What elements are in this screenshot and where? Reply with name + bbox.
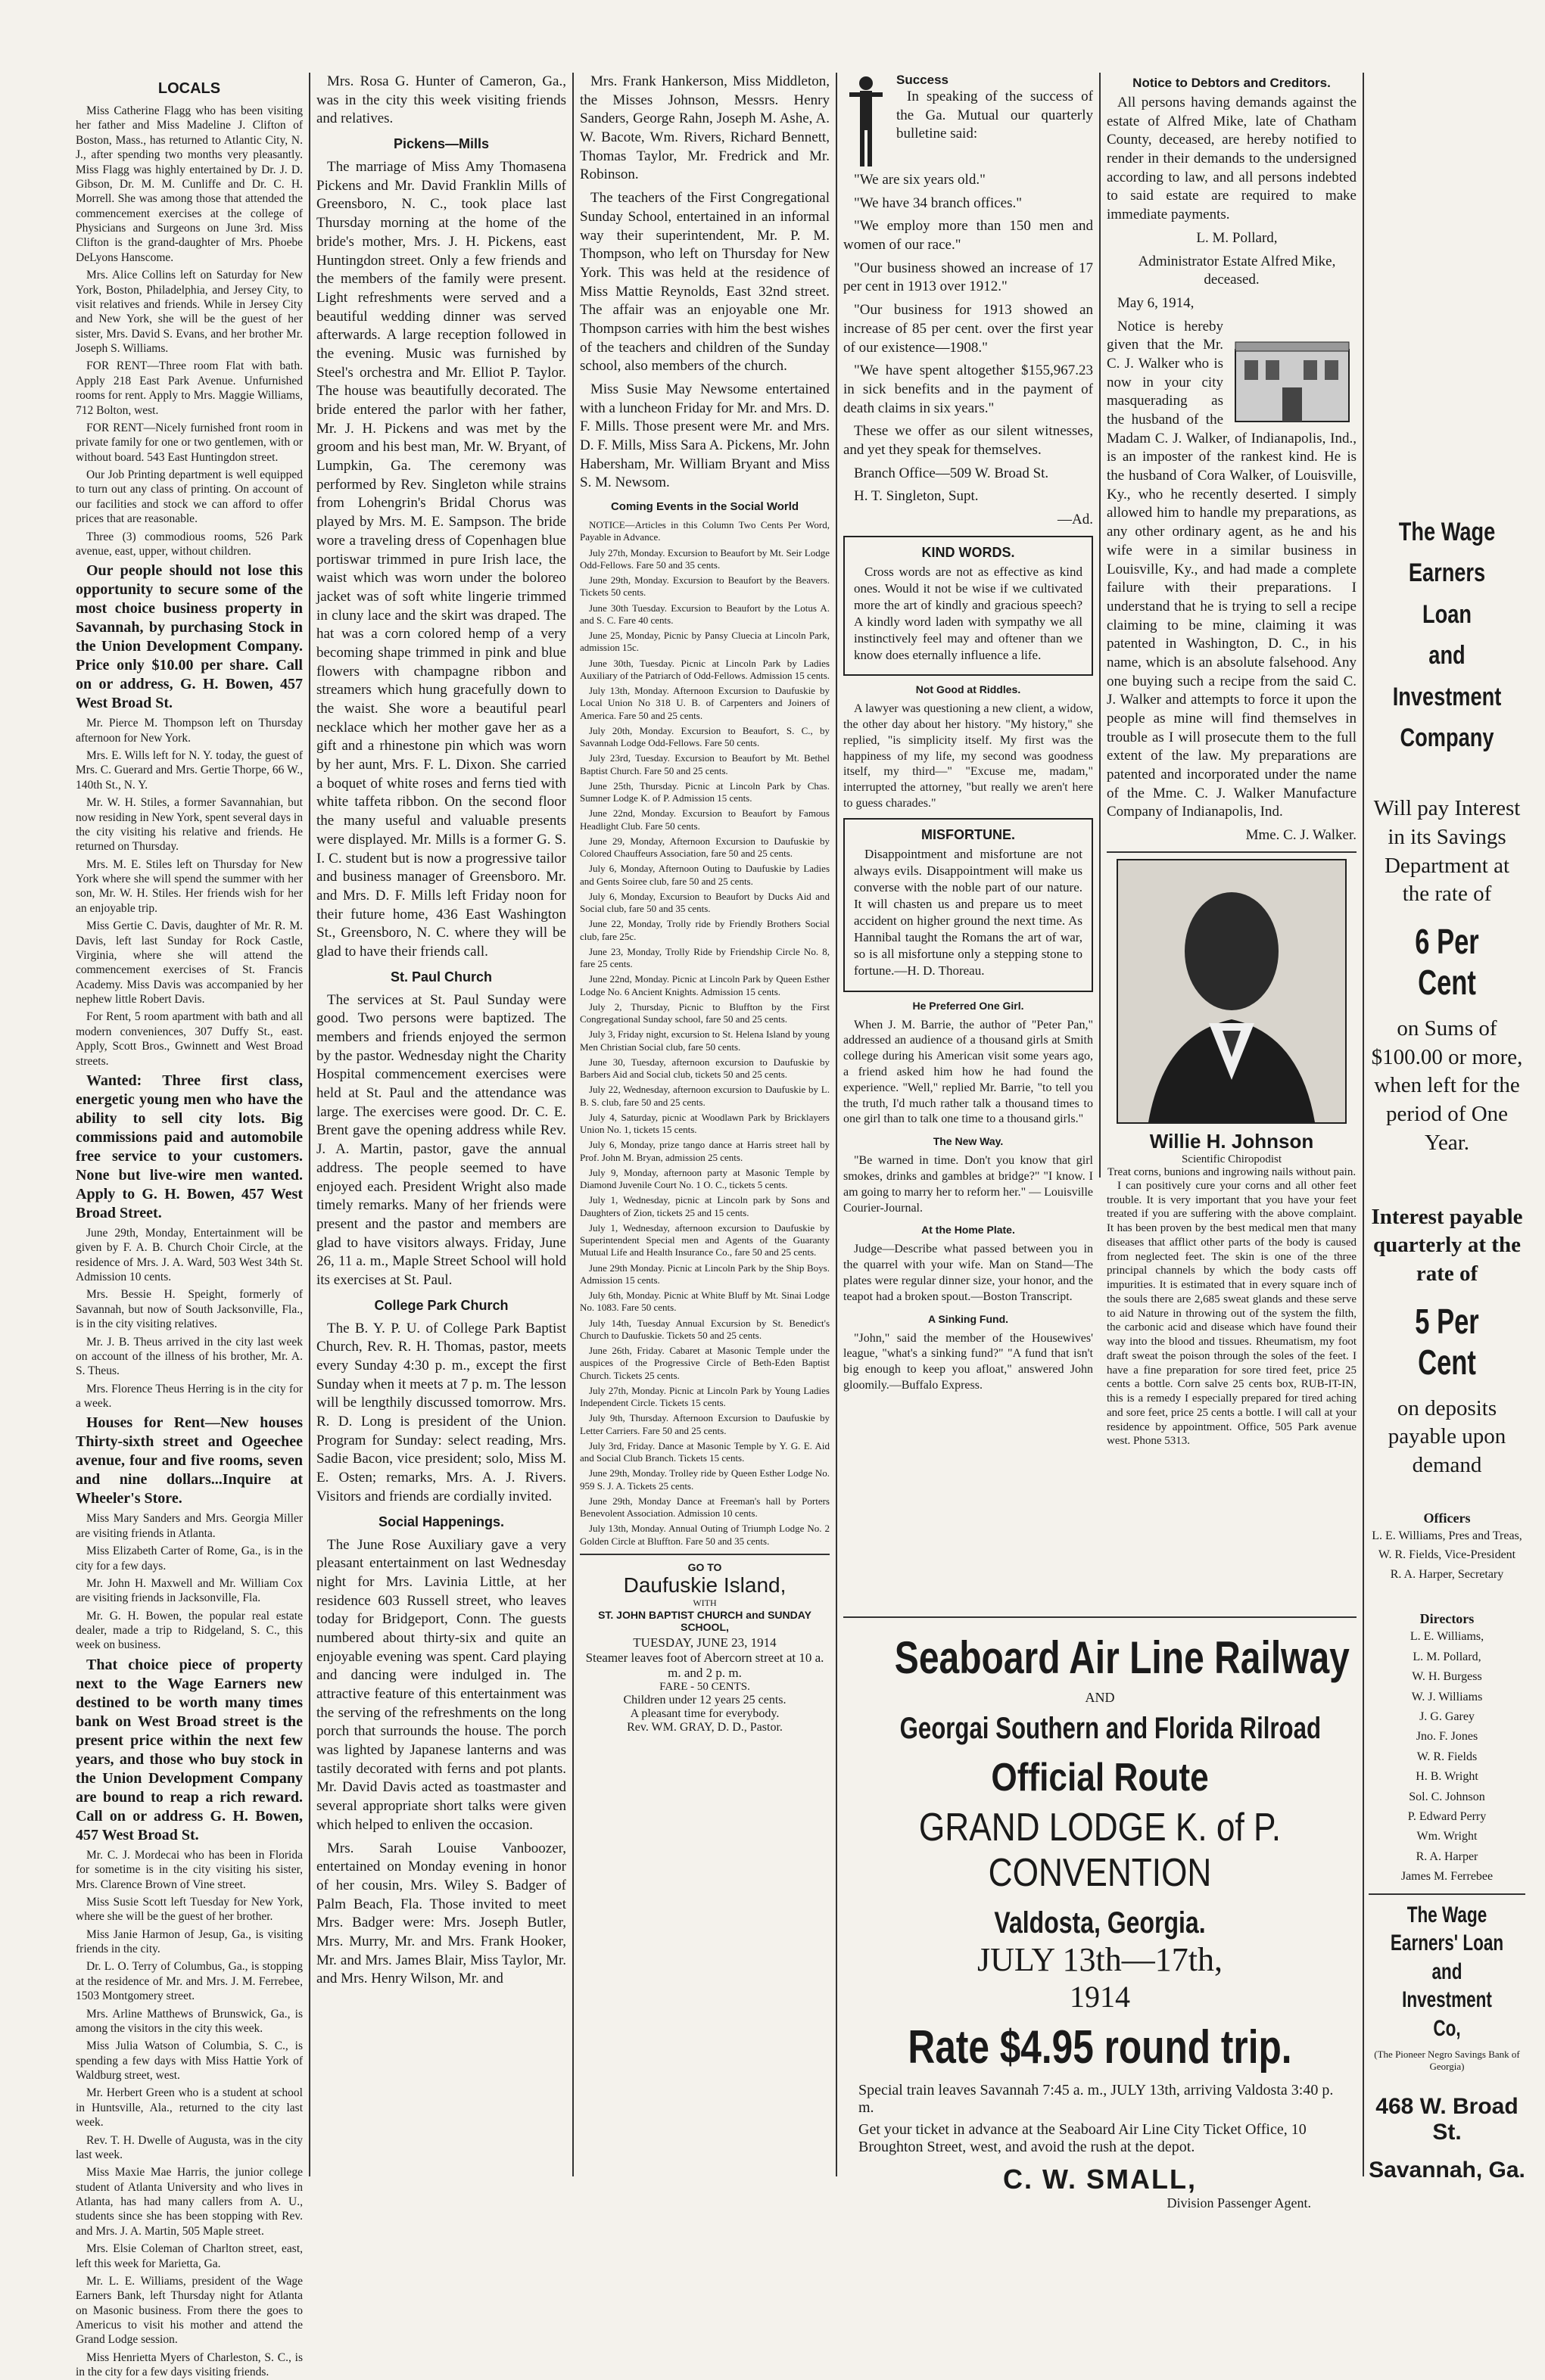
johnson-body: I can positively cure your corns and all other feet trouble. It is very important that you have your feet treated if you are suffering with the above complaint. It has been proven by the best medical men that many diseases that afflict other parts of the body is caused from neglected feet. The skin is one of the three principal channels by which the body casts off impurities. It is estimated that in every square inch of the souls there are 2,685 sweat glands and these serve to aid Nature in throwing out of the system the filth, the carbonic acid and disease which have found their way into the blood and tissues. Rheumatism, my foot draft sweat the poison through the soles of the feet. I have a fine preparation for sore tired feet, price 25 cents a bottle. Corn salve 25 cents box, RUB-IT-IN, this is a remedy I especially prepared for tired aching and sore feet, price 25 cents a bottle. I will call at your residence by appointment. Office, 505 Park avenue west. Phone 5313.: [1107, 1179, 1357, 1448]
with-label: WITH: [693, 1597, 717, 1608]
list-item: W. J. Williams: [1411, 1690, 1483, 1703]
list-item: July 20th, Monday. Excursion to Beaufort, S. C., by Savannah Lodge Odd-Fellows. Fare 50 cents.: [580, 724, 830, 749]
wanted-ad: Wanted: Three first class, energetic young men who have the ability to sell city lots. Big commissions paid and automobile free service to your customers. None but live-wire men wanted. Apply to G. H. Bowen, 457 West Broad Street.: [76, 1072, 303, 1221]
list-item: Our Job Printing department is well equipped to turn out any class of printing. On account of our facilities and stock we can afford to offer prices that are reasonable.: [76, 468, 303, 526]
portrait-illustration: [1118, 860, 1345, 1122]
plate-heading: At the Home Plate.: [921, 1224, 1015, 1237]
list-item: The June Rose Auxiliary gave a very pleasant entertainment on last Wednesday night for Mrs. Lavinia Little, at her residence 603 Russell street, who leaves today for Bridgeport, Conn. The guests numbered about thirty-six and quite an enjoyable evening was spent. Card playing and dancing were indulged in. The attractive feature of this entertainment was the serving of the refreshments on the long porch that surrounds the house. The porch was lighted by Japanese lanterns and was tastily decorated with ferns and pot plants. Mr. David Davis acted as toastmaster and several appropriate short talks were given which helped to enliven the occasion.: [316, 1536, 566, 1833]
locals-heading: LOCALS: [157, 80, 221, 97]
bank-column: [1369, 73, 1525, 2183]
list-item: June 23, Monday, Trolly Ride by Friendship Circle No. 8, fare 25 cents.: [580, 945, 830, 970]
five-per-cent: 5 Per Cent: [1415, 1301, 1479, 1382]
events-list: [580, 519, 830, 1548]
list-item: FOR RENT—Nicely furnished front room in private family for one or two gentlemen, with or without board. 543 East Huntingdon street.: [76, 421, 304, 464]
newsome-para: Miss Susie May Newsome entertained with a luncheon Friday for Mr. and Mrs. D. F. Mills. Those present were Mr. and Mrs. D. F. Mills, Miss Sara A. Pickens, Mr. John Habersham, Mr. William Bryant and Miss S. M. Newsom.: [580, 381, 830, 491]
list-item: July 27th, Monday. Picnic at Lincoln Park by Young Ladies Independent Circle. Tickets 15 cents.: [580, 1384, 830, 1409]
list-item: The B. Y. P. U. of College Park Baptist Church, Rev. R. H. Thomas, pastor, meets every Sunday 4:30 p. m., except the first Sunday when it meets at 7 p. m. The lesson will be lengthily discussed tomorrow. Mrs. R. D. Long is president of the Union. Program for Sunday: select reading, Mrs. Sadie Bacon, vice president; solo, Miss M. E. Osten; remarks, Mrs. A. J. Rivers. Visitors and friends are cordially invited.: [316, 1320, 566, 1504]
list-item: J. G. Garey: [1419, 1710, 1475, 1723]
ad-mark: —Ad.: [1058, 512, 1093, 527]
success-quotes: [843, 171, 1093, 460]
society-column: [316, 73, 566, 2176]
railway-ticket: Get your ticket in advance at the Seaboard Air Line City Ticket Office, 10 Broughton Street, west, and avoid the rush at the depot.: [858, 2121, 1307, 2155]
list-item: Wm. Wright: [1416, 1830, 1478, 1843]
list-item: Sol. C. Johnson: [1409, 1790, 1485, 1803]
list-item: "We employ more than 150 men and women of our race.": [843, 218, 1093, 254]
list-item: June 29th, Monday, Entertainment will be given by F. A. B. Church Choir Circle, at the residence of Mrs. J. A. Ward, 503 West 34th St. Admission 10 cents.: [76, 1226, 303, 1283]
fund-heading: A Sinking Fund.: [927, 1312, 1009, 1325]
bank-title-3: Loan: [1422, 599, 1472, 629]
locals-paras: [76, 104, 303, 558]
list-item: The marriage of Miss Amy Thomasena Pickens and Mr. David Franklin Mills of Greensboro, N. C., took place last Thursday morning at the home of the bride's mother, Mrs. J. H. Pickens, east Huntingdon street. Only a few friends and the members of the family were present. Light refreshments were served and a beautiful wedding dinner was served afterwards. A large reception followed in the evening. Music was furnished by Steel's orchestra and Mr. Elliot P. Taylor. The house was beautifully decorated. The bride entered the parlor with her father, Mr. J. H. Pickens and was met by the groom and his best man, Mr. W. Bryant, of Lumpkin, Ga. The ceremony was performed by Rev. Singleton while strains from Lohengrin's Bridal Chorus was played by Mrs. M. E. Sampson. The bride wore a traveling dress of Copenhagen blue portiswar trimmed in pure Irish lace, the waist which was worn under the boloreo jacket was of soft white lingerie trimmed in cluny lace and the skirt was draped. The hat was a corn colored hemp of a very becoming shape trimmed in pink and blue flowers with champagne ribbon and streamers which hung gracefully down to the waist. She wore a beautiful pearl necklace which her mother gave her as a gift and a rhinestone pin which was worn by her aunt, Mrs. F. L. Dixon. She carried a boquet of white roses and ferns tied with white taffeta ribbon. On the second floor the many useful and valuable presents were displayed. Mr. Mills is a former G. S. I. C. student but is now a progressive tailor and business manager of Greensboro. Mr. and Mrs. D. F. Mills left Friday noon for their future home, 436 East Washington St., Greensboro, N. C. where they will be glad to have their friends call.: [316, 159, 566, 960]
anecdotes-column: [843, 73, 1094, 1392]
list-item: June 30, Tuesday, afternoon excursion to Daufuskie by Barbers Aid and Social club, tickets 50 and 25 cents.: [580, 1056, 830, 1081]
list-item: June 25th, Thursday. Picnic at Lincoln Park by Chas. Sumner Lodge K. of P. Admission 15 cents.: [580, 779, 830, 804]
list-item: W. R. Fields, Vice-President: [1378, 1548, 1516, 1562]
list-item: Miss Catherine Flagg who has been visiting her father and Miss Madeline J. Clifton of Boston, Mass., has returned to Atlantic City, N. J., after spending two months very pleasantly. Miss Flagg was highly entertained by Dr. J. D. Gibson, Dr. M. M. Cunliffe and Dr. C. H. Morrell. She was among those that attended the commencement exercises at the college of Physicians and Surgeons on June 3rd. Miss Clifton is the grand-daughter of Mrs. Phoebe DeLyons Hanscome.: [76, 104, 303, 264]
bank-footer-sub: (The Pioneer Negro Savings Bank of Georgia): [1374, 2049, 1520, 2073]
list-item: July 27th, Monday. Excursion to Beaufort by Mt. Seir Lodge Odd-Fellows. Fare 50 and 35 cents.: [580, 546, 830, 571]
bank-title: [1385, 512, 1510, 758]
railway-dates: JULY 13th—17th,: [977, 1941, 1223, 1978]
railway-agent: C. W. SMALL,: [1003, 2164, 1197, 2195]
list-item: Mr. C. J. Mordecai who has been in Florida for sometime is in the city visiting his sister, Mrs. Clarence Brown of Vine street.: [76, 1848, 303, 1891]
divider: [1107, 851, 1357, 853]
list-item: Mr. J. B. Theus arrived in the city last week on account of the illness of his brother, Mr. A. S. Theus.: [76, 1335, 303, 1378]
bank-title-5: Investment: [1392, 682, 1502, 711]
list-item: July 22, Wednesday, afternoon excursion to Daufuskie by L. B. S. club, fare 50 and 25 cents.: [580, 1084, 830, 1108]
list-item: Mrs. Florence Theus Herring is in the city for a week.: [76, 1382, 303, 1410]
goto-label: GO TO: [687, 1560, 722, 1573]
pastor-line: Rev. WM. GRAY, D. D., Pastor.: [627, 1720, 783, 1734]
superintendent: H. T. Singleton, Supt.: [854, 488, 979, 505]
events-heading: Coming Events in the Social World: [610, 500, 799, 514]
list-item: Miss Henrietta Myers of Charleston, S. C., is in the city for a few days visiting friends.: [76, 2350, 303, 2379]
list-item: "We have spent altogether $155,967.23 in sick benefits and in the payment of death claims in six years.": [843, 362, 1093, 416]
list-item: H. B. Wright: [1416, 1770, 1478, 1784]
list-item: "We have 34 branch offices.": [854, 194, 1023, 211]
success-lead: In speaking of the success of the Ga. Mutual our quarterly bulletine said:: [896, 89, 1093, 142]
list-item: "Our business for 1913 showed an increase of 85 per cent. over the first year of our existence—1908.": [843, 302, 1093, 356]
fund-body: "John," said the member of the Housewives' league, "what's a sinking fund?" "A fund that isn't big enough to keep you afloat," answered John gloomily.—Buffalo Express.: [843, 1331, 1093, 1392]
list-item: July 13th, Monday. Annual Outing of Triumph Lodge No. 2 Golden Circle at Bluffton. Fare 50 and 35 cents.: [580, 1523, 830, 1547]
johnson-name: Willie H. Johnson: [1149, 1129, 1314, 1153]
list-item: FOR RENT—Three room Flat with bath. Apply 218 East Park Avenue. Unfurnished rooms for rent. Apply to Mrs. Maggie Williams, 712 Bolton, west.: [76, 359, 303, 417]
preferred-heading: He Preferred One Girl.: [912, 999, 1024, 1012]
list-item: July 9, Monday, afternoon party at Masonic Temple by Diamond Juvenile Court No. 1 O. C., tickets 5 cents.: [580, 1166, 830, 1191]
stock-ad: Our people should not lose this opportunity to secure some of the most choice business property in Savannah, by purchasing Stock in the Union Development Company. Price only $10.00 per share. Call on or address, G. H. Bowen, 457 West Broad St.: [76, 562, 303, 712]
newspaper-page: [76, 73, 1525, 2379]
administrator-line: Administrator Estate Alfred Mike, deceased.: [1138, 253, 1336, 288]
railway-special: Special train leaves Savannah 7:45 a. m., JULY 13th, arriving Valdosta 3:40 p. m.: [858, 2082, 1334, 2116]
list-item: July 23rd, Tuesday. Excursion to Beaufort by Mt. Bethel Baptist Church. Fare 50 and 25 cents.: [580, 752, 830, 776]
figure-illustration: [843, 73, 889, 171]
quarterly-line: Interest payable quarterly at the rate of: [1371, 1204, 1523, 1286]
directors-heading: Directors: [1419, 1611, 1475, 1627]
list-item: Mr. G. H. Bowen, the popular real estate dealer, made a trip to Ridgeland, S. C., this week on business.: [76, 1609, 303, 1652]
list-item: Mr. W. H. Stiles, a former Savannahian, but now residing in New York, spent several days in the city visiting his relative and friends. He returned on Thursday.: [76, 796, 303, 854]
list-item: R. A. Harper, Secretary: [1390, 1567, 1504, 1581]
list-item: The services at St. Paul Sunday were good. Two persons were baptized. The members and friends enjoyed the sermon by the pastor. Wednesday night the Charity Hospital commencement exercises were held at St. Paul and the attendance was large. The exercises were good. Dr. C. E. Brent gave the opening address while Rev. J. A. Martin, pastor, gave the annual address. The people seemed to have enjoyed each. President Wright also made timely remarks. Many of her friends were present and the pastor and members are glad to have visitors always. Friday, June 26, 11 a. m., Maple Street School will hold its exercises at St. Paul.: [316, 991, 566, 1288]
johnson-portrait: [1117, 859, 1347, 1124]
list-item: NOTICE—Articles in this Column Two Cents Per Word, Payable in Advance.: [580, 519, 830, 543]
list-item: Miss Janie Harmon of Jesup, Ga., is visiting friends in the city.: [76, 1927, 303, 1955]
list-item: Miss Susie Scott left Tuesday for New York, where she will be the guest of her brother.: [76, 1895, 303, 1924]
list-item: Miss Julia Watson of Columbia, S. C., is spending a few days with Miss Hattie York of Waldburg street, west.: [76, 2039, 303, 2082]
list-item: Notice is hereby given that the Mr. C. J. Walker who is now in your city masquerading as the husband of the Madam C. J. Walker, of Indianapolis, Ind., is an imposter of the rankest kind. He is the husband of Cora Walker, of Louisville, Ky., who he recently deserted. I simply allowed him to handle my preparations, as any other ordinary agent, as he and his wife were in a similar business in Louisville, Ky., and had made a complete failure with their preparations. I understand that he is trying to sell a recipe claiming to be mine, claiming it was patented in Washington, D. C., in his name, which is an absolute falsehood. Any one buying such a recipe from the said C. J. Walker and attempts to force it upon the people as mine will find themselves in trouble as I will prosecute them to the full extent of the law. My preparations are patented and incorporated under the name of the Mme. C. J. Walker Manufacture Company of Indianapolis, Ind.: [1107, 318, 1357, 820]
st-paul-heading: St. Paul Church: [390, 969, 492, 985]
list-item: Mr. John H. Maxwell and Mr. William Cox are visiting friends in Jacksonville, Fla.: [76, 1576, 303, 1605]
list-item: June 22nd, Monday. Excursion to Beaufort by Famous Headlight Club. Fare 50 cents.: [580, 807, 830, 832]
locals-paras-2: [76, 716, 303, 1069]
list-item: "Our business showed an increase of 17 per cent in 1913 over 1912.": [843, 260, 1093, 295]
list-item: July 3rd, Friday. Dance at Masonic Temple by Y. G. E. Aid and Social Club Branch. Tickets 15 cents.: [580, 1439, 830, 1464]
branch-office: Branch Office—509 W. Broad St.: [854, 465, 1049, 481]
list-item: July 6th, Monday. Picnic at White Bluff by Mt. Sinai Lodge No. 1083. Fare 50 cents.: [580, 1290, 830, 1314]
list-item: July 1, Wednesday, picnic at Lincoln park by Sons and Daughters of Zion, tickets 25 and 15 cents.: [580, 1194, 830, 1218]
list-item: Mrs. M. E. Stiles left on Thursday for New York where she will spend the summer with her son, Mr. W. H. Stiles. Her friends wish for her an enjoyable trip.: [76, 857, 303, 915]
pickens-mills-heading: Pickens—Mills: [393, 136, 490, 152]
list-item: P. Edward Perry: [1407, 1809, 1487, 1823]
railway-convention: CONVENTION: [988, 1851, 1212, 1895]
kind-words-body: Cross words are not as effective as kind ones. Would it not be wise if we cultivated more the art of kindly and gracious speech? A kindly word laden with sympathy we all instinctively feel may and oftener than we know does eternally influence a life.: [854, 564, 1082, 663]
st-paul-body: [316, 991, 566, 1290]
bank-city: Savannah, Ga.: [1369, 2158, 1525, 2183]
six-digit: 6: [1415, 922, 1430, 962]
list-item: June 29, Monday, Afternoon Excursion to Daufuskie by Colored Chauffeurs Association, fare 50 and 25 cents.: [580, 835, 830, 860]
church-name: ST. JOHN BAPTIST CHURCH and SUNDAY SCHOOL,: [598, 1608, 811, 1633]
daufuskie-title: Daufuskie Island,: [623, 1573, 787, 1597]
list-item: W. H. Burgess: [1412, 1670, 1482, 1684]
johnson-sub: Treat corns, bunions and ingrowing nails without pain.: [1107, 1165, 1357, 1178]
preferred-body: When J. M. Barrie, the author of "Peter Pan," addressed an audience of a thousand girls at Smith college during his American visit some years ago, a friend asked him how he had found the experience. "Well," replied Mr. Barrie, "to tell you the truth, I'd much rather talk a thousand times to one girl than to talk one time to a thousand girls.": [843, 1018, 1093, 1126]
railway-title: Seaboard Air Line Railway: [894, 1632, 1350, 1683]
savings-offer: Will pay Interest in its Savings Department at the rate of: [1373, 796, 1521, 907]
newway-body: "Be warned in time. Don't you know that girl smokes, drinks and gambles at bridge?" "I know. I am going to marry her to reform her." — Louisville Courier-Journal.: [843, 1154, 1094, 1215]
list-item: July 6, Monday, Excursion to Beaufort by Ducks Aid and Social club, fare 50 and 35 cents.: [580, 890, 830, 915]
list-item: Three (3) commodious rooms, 526 Park avenue, east, upper, without children.: [76, 530, 303, 558]
list-item: Mrs. Bessie H. Speight, formerly of Savannah, but now of South Jacksonville, Fla., is in the city visiting relatives.: [76, 1288, 303, 1331]
outing-date: TUESDAY, JUNE 23, 1914: [633, 1635, 777, 1650]
list-item: W. R. Fields: [1416, 1750, 1478, 1763]
officers-list: [1369, 1526, 1525, 1585]
children-line: Children under 12 years 25 cents.: [623, 1693, 787, 1706]
kind-words-box: [843, 536, 1093, 677]
locals-paras-5: [76, 1848, 303, 2380]
railway-valdosta: Valdosta, Georgia.: [994, 1906, 1206, 1940]
johnson-title: Scientific Chiropodist: [1181, 1153, 1282, 1165]
railway-agent-title: Division Passenger Agent.: [1167, 2195, 1311, 2210]
officers-heading: Officers: [1423, 1510, 1471, 1526]
list-item: For Rent, 5 room apartment with bath and all modern conveniences, 307 Duffy St., east. Apply, Scott Bros., Gwinnett and West Broad streets.: [76, 1010, 303, 1068]
list-item: June 29th, Monday Dance at Freeman's hall by Porters Benevolent Association. Admission 10 cents.: [580, 1495, 830, 1520]
six-label: Per Cent: [1418, 922, 1479, 1003]
teachers-para: The teachers of the First Congregational Sunday School, entertained in an informal way their superintendent, Mr. P. M. Thompson, who left on Thursday for New York. This was held at the residence of Miss Mattie Reynolds, East 32nd street. The affair was an enjoyable one Mr. Thompson carries with him the best wishes of the teachers and children of the Sunday school, also members of the church.: [580, 190, 830, 375]
bank-footer-title: The Wage Earners' Loan and Investment Co,: [1390, 1902, 1504, 2041]
bank-address: 468 W. Broad St.: [1375, 2094, 1519, 2145]
social-heading: Social Happenings.: [378, 1514, 505, 1529]
list-item: Mrs. E. Wills left for N. Y. today, the guest of Mrs. C. Guerard and Mrs. Gertie Thorpe, 66 W., 140th St., N. Y.: [76, 749, 303, 792]
fare-line: FARE - 50 CENTS.: [659, 1680, 750, 1693]
railway-ad: [843, 1616, 1357, 2210]
list-item: June 29th Monday. Picnic at Lincoln Park by the Ship Boys. Admission 15 cents.: [580, 1262, 830, 1286]
building-illustration: [1228, 319, 1357, 425]
list-item: Mrs. Arline Matthews of Brunswick, Ga., is among the visitors in the city this week.: [76, 2007, 303, 2035]
list-item: L. E. Williams,: [1410, 1630, 1484, 1644]
railway-georgia: Georgai Southern and Florida Rilroad: [899, 1712, 1322, 1745]
list-item: July 13th, Monday. Afternoon Excursion to Daufuskie by Local Union No 318 U. B. of Carpenters and Joiners of America. Fare 50 and 25 cents.: [580, 685, 830, 721]
locals-column: [76, 73, 304, 2379]
success-block: [843, 73, 1093, 171]
list-item: Miss Elizabeth Carter of Rome, Ga., is in the city for a few days.: [76, 1545, 303, 1573]
deposits-line: on deposits payable upon demand: [1388, 1395, 1506, 1477]
list-item: July 14th, Tuesday Annual Excursion by St. Benedict's Church to Daufuskie. Tickets 50 and 25 cents.: [580, 1317, 830, 1341]
list-item: June 29th, Monday. Trolley ride by Queen Esther Lodge No. 959 S. J. A. Tickets 25 cents.: [580, 1467, 830, 1492]
list-item: June 30th, Tuesday. Picnic at Lincoln Park by Ladies Auxiliary of the Patriarch of Odd-Fellows. Admission 15 cents.: [580, 657, 830, 681]
list-item: June 22, Monday, Trolly ride by Friendly Brothers Social club, fare 25c.: [580, 918, 830, 942]
property-ad: That choice piece of property next to the Wage Earners new destined to be worth many times bank on West Broad street is the present price within the next few years, and those who buy stock in the Union Development Company are bound to reap a rich reward. Call on or address G. H. Bowen, 457 West Broad St.: [76, 1656, 303, 1843]
list-item: Jno. F. Jones: [1416, 1730, 1478, 1744]
locals-paras-3: [76, 1226, 303, 1411]
list-item: R. A. Harper: [1416, 1850, 1478, 1863]
list-item: Mr. Pierce M. Thompson left on Thursday afternoon for New York.: [76, 717, 303, 745]
pickens-mills-body: [316, 158, 566, 962]
walker-signature: Mme. C. J. Walker.: [1245, 827, 1357, 844]
bank-title-4: and: [1428, 641, 1466, 670]
houses-ad: Houses for Rent—New houses Thirty-sixth street and Ogeechee avenue, four and five rooms, seven and nine dollars...Inquire at Wheeler's Store.: [76, 1414, 303, 1507]
notice-body: All persons having demands against the estate of Alfred Mike, late of Chatham County, deceased, are hereby notified to render in their demands to the undersigned according to law, and all persons indebted to said estate are required to make immediate payments.: [1107, 95, 1357, 223]
divider: [1369, 1893, 1525, 1895]
bank-title-2: Earners: [1408, 558, 1486, 588]
riddles-body: A lawyer was questioning a new client, a widow, the other day about her history. "My history," she replied, "is simplicity itself. My first was the happiness of my life, my second was goodness itself, my third—" "Excuse me, madam," interrupted the attorney, "but really we aren't here to guess charades.": [843, 702, 1093, 810]
list-item: July 2, Thursday, Picnic to Bluffton by the First Congregational Sunday school, fare 50 and 25 cents.: [580, 1000, 830, 1025]
list-item: "We are six years old.": [854, 172, 986, 188]
riddles-heading: Not Good at Riddles.: [915, 683, 1021, 696]
newway-heading: The New Way.: [933, 1135, 1004, 1148]
col3-lead: Mrs. Frank Hankerson, Miss Middleton, the Misses Johnson, Messrs. Henry Sanders, George Rahn, Joseph M. Ashe, A. W. Bacote, Wm. Rivers, Richard Bennett, Thomas Taylor, Mr. Fredrick and Mr. Robinson.: [580, 73, 830, 183]
list-item: June 26th, Friday. Cabaret at Masonic Temple under the auspices of the Progressive Circle of Beth-Eden Baptist Church. Tickets 25 cents.: [580, 1345, 830, 1381]
railway-year: 1914: [1070, 1980, 1130, 2014]
list-item: L. E. Williams, Pres and Treas,: [1372, 1529, 1522, 1542]
list-item: July 4, Saturday, picnic at Woodlawn Park by Bricklayers Union No. 1, tickets 15 cents.: [580, 1111, 830, 1136]
pleasant-line: A pleasant time for everybody.: [630, 1706, 780, 1720]
railway-grand: GRAND LODGE K. of P.: [918, 1806, 1282, 1850]
list-item: July 6, Monday, Afternoon Outing to Daufuskie by Ladies and Gents Soiree club, fare 50 and 25 cents.: [580, 863, 830, 887]
bank-title-1: The Wage: [1398, 518, 1496, 546]
list-item: Mr. L. E. Williams, president of the Wage Earners Bank, left Thursday night for Atlanta on Masonic business. From there the goes to Americus to visit his mother and attend the Grand Lodge session.: [76, 2274, 303, 2347]
list-item: Miss Maxie Mae Harris, the junior college student of Atlanta University and who lives in Atlanta, has had many callers from A. U., students since she has been stopping with Rev. and Mrs. J. A. Martin, 505 Maple street.: [76, 2166, 303, 2238]
social-body: [316, 1536, 566, 1990]
notices-column: [1107, 73, 1357, 1609]
sums-line: on Sums of $100.00 or more, when left for the period of One Year.: [1371, 1016, 1523, 1155]
list-item: July 3, Friday night, excursion to St. Helena Island by young Men Christian Social club, fare 50 cents.: [580, 1028, 830, 1053]
college-park-body: [316, 1320, 566, 1507]
bank-title-6: Company: [1400, 723, 1494, 752]
list-item: July 6, Monday, prize tango dance at Harris street hall by Prof. John M. Bryan, admission 25 cents.: [580, 1139, 830, 1163]
success-heading: Success: [896, 73, 948, 87]
list-item: Dr. L. O. Terry of Columbus, Ga., is stopping at the residence of Mr. and Mrs. J. M. Ferrebee, 1503 Montgomery street.: [76, 1960, 303, 2003]
list-item: June 25, Monday, Picnic by Pansy Cluecia at Lincoln Park, admission 15c.: [580, 630, 830, 654]
list-item: Miss Gertie C. Davis, daughter of Mr. R. M. Davis, left last Sunday for Rock Castle, Virginia, where she will attend the commencement exercises of St. Francis Academy. Miss Davis was accompanied by her nephew little Robert Davis.: [76, 919, 303, 1006]
plate-body: Judge—Describe what passed between you in the quarrel with your wife. Man on Stand—The plates were regular dinner size, your honor, and the teapot had a broken spout.—Boston Transcript.: [843, 1243, 1093, 1303]
misfortune-body: Disappointment and misfortune are not always evils. Disappointment will make us converse with the noble part of our nature. It will chasten us and prepare us to meet accident on higher ground the next time. As Hannibal taught the Romans the art of war, so is all misfortune only a stepping stone to fortune.—H. D. Thoreau.: [854, 846, 1082, 978]
notice-heading: Notice to Debtors and Creditors.: [1132, 76, 1331, 90]
society-lead: Mrs. Rosa G. Hunter of Cameron, Ga., was in the city this week visiting friends and relatives.: [316, 73, 566, 127]
college-park-heading: College Park Church: [374, 1297, 509, 1313]
events-column: [580, 73, 830, 2176]
list-item: June 29th, Monday. Excursion to Beaufort by the Beavers. Tickets 50 cents.: [580, 574, 830, 599]
list-item: Mrs. Sarah Louise Vanboozer, entertained on Monday evening in honor of her cousin, Mrs. Wiley S. Badger of Palm Beach, Fla. Those invited to meet Mrs. Badger were: Mrs. Joseph Butler, Mrs. Murry, Mr. and Mrs. Frank Hooker, Mr. and Mrs. James Blair, Miss Taylor, Mr. and Mrs. Henry Wilson, Mr. and: [316, 1840, 566, 1987]
list-item: Rev. T. H. Dwelle of Augusta, was in the city last week.: [76, 2133, 303, 2161]
list-item: June 22nd, Monday. Picnic at Lincoln Park by Queen Esther Lodge No. 6 Ancient Knights. Admission 15 cents.: [580, 973, 830, 997]
list-item: Miss Mary Sanders and Mrs. Georgia Miller are visiting friends in Atlanta.: [76, 1512, 303, 1540]
divider: [580, 1554, 830, 1555]
steamer-line: Steamer leaves foot of Abercorn street at 10 a. m. and 2 p. m.: [585, 1650, 824, 1680]
list-item: July 9th, Thursday. Afternoon Excursion to Daufuskie by Letter Carriers. Fare 50 and 25 cents.: [580, 1412, 830, 1436]
list-item: James M. Ferrebee: [1400, 1870, 1494, 1884]
locals-paras-4: [76, 1511, 303, 1652]
notice-date: May 6, 1914,: [1117, 294, 1195, 311]
list-item: Mrs. Alice Collins left on Saturday for New York, Boston, Philadelphia, and Jersey City, to visit relatives and friends. While in Jersey City and New York, she will be the guest of her sister, Mrs. David S. Evans, and her brother Mr. Joseph S. Williams.: [76, 269, 303, 355]
list-item: Mr. Herbert Green who is a student at school in Huntsville, Ala., returned to the city last week.: [76, 2086, 303, 2130]
six-per-cent: [1388, 921, 1506, 1003]
list-item: July 1, Wednesday, afternoon excursion to Daufuskie by Superintendent Special men and Agents of the Guaranty Mutual Life and Health Insurance Co., fare 50 and 25 cents.: [580, 1221, 830, 1258]
directors-list: [1369, 1627, 1525, 1887]
railway-and: AND: [1085, 1690, 1115, 1705]
railway-rate: Rate $4.95 round trip.: [908, 2021, 1292, 2074]
misfortune-box: [843, 818, 1093, 992]
list-item: Mrs. Elsie Coleman of Charlton street, east, left this week for Marietta, Ga.: [76, 2242, 303, 2270]
pollard-name: L. M. Pollard,: [1196, 229, 1278, 246]
misfortune-heading: MISFORTUNE.: [921, 826, 1015, 842]
list-item: June 30th Tuesday. Excursion to Beaufort by the Lotus A. and S. C. Fare 40 cents.: [580, 602, 830, 626]
kind-words-heading: KIND WORDS.: [921, 544, 1015, 560]
list-item: These we offer as our silent witnesses, and yet they speak for themselves.: [843, 423, 1093, 458]
railway-official: Official Route: [991, 1756, 1209, 1800]
list-item: L. M. Pollard,: [1413, 1650, 1481, 1663]
